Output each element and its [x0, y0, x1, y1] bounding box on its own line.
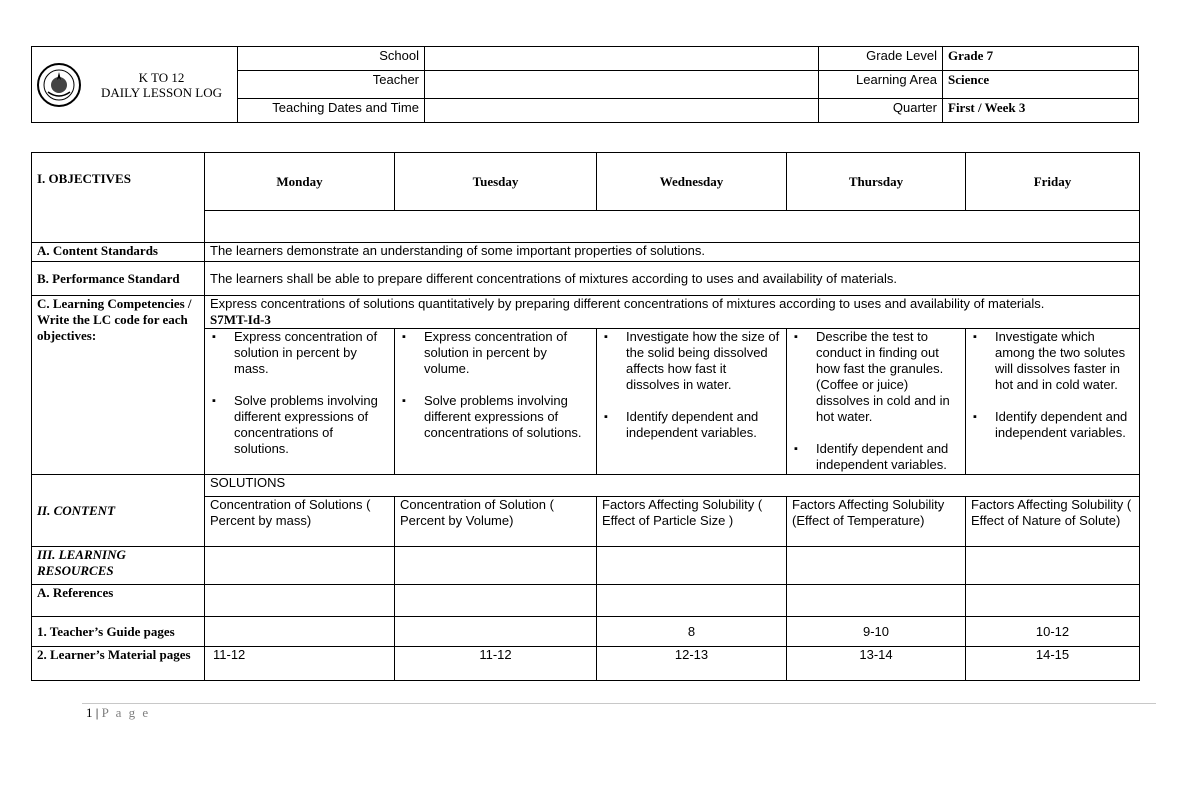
competencies-text: Express concentrations of solutions quantitatively by preparing different concentrations of mixtures according to uses and availability of materials. — [210, 296, 1045, 311]
day-thursday: Thursday — [787, 153, 966, 211]
lm-pages-friday: 14-15 — [966, 647, 1140, 681]
list-item: ▪ Express concentration of solution in percent by volume. — [400, 329, 591, 377]
list-item: ▪ Solve problems involving different expressions of concentrations of solutions. — [400, 393, 591, 441]
logo-title-cell — [32, 47, 238, 123]
lm-pages-monday: 11-12 — [205, 647, 395, 681]
references-monday — [205, 585, 395, 617]
content-tuesday: Concentration of Solution ( Percent by Volume) — [395, 497, 597, 547]
lm-pages-tuesday: 11-12 — [395, 647, 597, 681]
lm-pages-wednesday: 12-13 — [597, 647, 787, 681]
learners-material-label: 2. Learner’s Material pages — [32, 647, 205, 681]
school-label: School — [238, 47, 425, 71]
competencies-general — [205, 296, 1140, 329]
page-footer — [86, 705, 150, 721]
competency-friday — [966, 329, 1140, 475]
list-item: ▪ Identify dependent and independent variables. — [971, 409, 1134, 441]
tg-pages-tuesday — [395, 617, 597, 647]
competency-wednesday — [597, 329, 787, 475]
page-word: P a g e — [101, 705, 151, 720]
competency-tuesday — [395, 329, 597, 475]
learning-resources-label: III. LEARNING RESOURCES — [32, 547, 205, 585]
competency-thursday — [787, 329, 966, 475]
quarter-label: Quarter — [819, 99, 943, 123]
dates-field[interactable] — [425, 99, 819, 123]
content-monday: Concentration of Solutions ( Percent by mass) — [205, 497, 395, 547]
resources-wednesday — [597, 547, 787, 585]
competency-code: S7MT-Id-3 — [210, 312, 271, 327]
objectives-label: I. OBJECTIVES — [32, 153, 205, 243]
references-tuesday — [395, 585, 597, 617]
lesson-table — [31, 152, 1140, 681]
log-title-line1: K TO 12 — [138, 69, 185, 85]
day-tuesday: Tuesday — [395, 153, 597, 211]
day-monday: Monday — [205, 153, 395, 211]
resources-friday — [966, 547, 1140, 585]
log-title-line2: DAILY LESSON LOG — [101, 84, 222, 100]
grade-level-label: Grade Level — [819, 47, 943, 71]
dates-label: Teaching Dates and Time — [238, 99, 425, 123]
school-field[interactable] — [425, 47, 819, 71]
performance-standard-text: The learners shall be able to prepare different concentrations of mixtures according to uses and availability of materials. — [205, 262, 1140, 296]
performance-standard-label: B. Performance Standard — [32, 262, 205, 296]
log-title — [86, 70, 237, 100]
learning-area-value: Science — [943, 71, 1139, 99]
competency-monday — [205, 329, 395, 475]
list-item: ▪ Identify dependent and independent variables. — [602, 409, 781, 441]
header-table — [31, 46, 1139, 123]
list-item: ▪ Investigate how the size of the solid being dissolved affects how fast it dissolves in water. — [602, 329, 781, 393]
content-wednesday: Factors Affecting Solubility ( Effect of Particle Size ) — [597, 497, 787, 547]
learning-area-label: Learning Area — [819, 71, 943, 99]
resources-tuesday — [395, 547, 597, 585]
page-number: 1 — [86, 705, 93, 720]
lm-pages-thursday: 13-14 — [787, 647, 966, 681]
content-friday: Factors Affecting Solubility ( Effect of Nature of Solute) — [966, 497, 1140, 547]
references-thursday — [787, 585, 966, 617]
list-item: ▪ Express concentration of solution in percent by mass. — [210, 329, 389, 377]
tg-pages-wednesday: 8 — [597, 617, 787, 647]
competencies-label: C. Learning Competencies / Write the LC code for each objectives: — [32, 296, 205, 475]
references-wednesday — [597, 585, 787, 617]
tg-pages-monday — [205, 617, 395, 647]
deped-seal-icon — [36, 62, 82, 108]
references-friday — [966, 585, 1140, 617]
list-item: ▪ Describe the test to conduct in finding out how fast the granules.(Coffee or juice) dissolves in cold and in hot water. — [792, 329, 960, 425]
list-item: ▪ Investigate which among the two solutes will dissolves faster in hot and in cold water. — [971, 329, 1134, 393]
teacher-label: Teacher — [238, 71, 425, 99]
content-thursday: Factors Affecting Solubility (Effect of Temperature) — [787, 497, 966, 547]
tg-pages-thursday: 9-10 — [787, 617, 966, 647]
objectives-blank — [205, 211, 1140, 243]
teachers-guide-label: 1. Teacher’s Guide pages — [32, 617, 205, 647]
content-standards-text: The learners demonstrate an understanding of some important properties of solutions. — [205, 243, 1140, 262]
footer-rule — [82, 703, 1156, 704]
day-wednesday: Wednesday — [597, 153, 787, 211]
list-item: ▪ Solve problems involving different expressions of concentrations of solutions. — [210, 393, 389, 457]
content-standards-label: A. Content Standards — [32, 243, 205, 262]
resources-thursday — [787, 547, 966, 585]
list-item: ▪ Identify dependent and independent variables. — [792, 441, 960, 473]
page-separator: | — [92, 705, 102, 720]
content-label: II. CONTENT — [32, 475, 205, 547]
content-topic: SOLUTIONS — [205, 475, 1140, 497]
tg-pages-friday: 10-12 — [966, 617, 1140, 647]
day-friday: Friday — [966, 153, 1140, 211]
teacher-field[interactable] — [425, 71, 819, 99]
quarter-value: First / Week 3 — [943, 99, 1139, 123]
resources-monday — [205, 547, 395, 585]
references-label: A. References — [32, 585, 205, 617]
grade-level-value: Grade 7 — [943, 47, 1139, 71]
